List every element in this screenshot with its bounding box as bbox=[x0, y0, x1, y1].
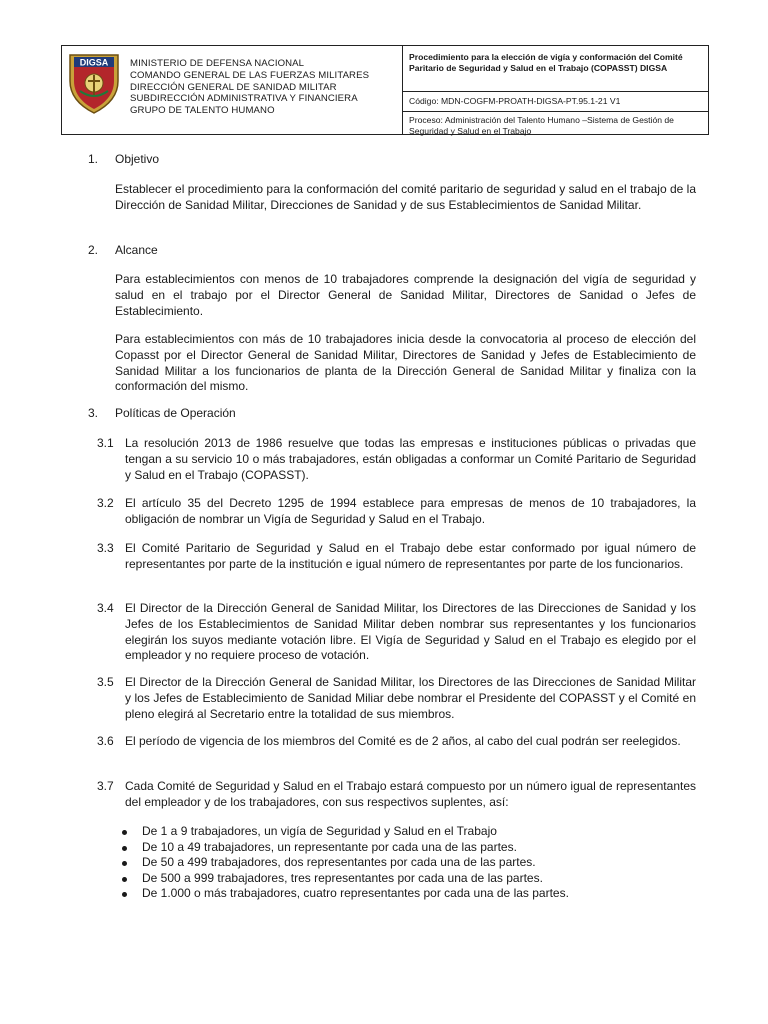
policy-text: El Director de la Dirección General de Sanidad Militar, los Directores de las Direcciones de Sanidad y los Jefes de los Establecimientos de Sanidad Militar deben nombrar sus representantes y los funcionarios elegirán los suyos mediante votación libre. El Vigía de Seguridad y Salud en el Trabajo es elegido por el empleador y no requiere proceso de votación. bbox=[125, 601, 696, 663]
policy-number: 3.5 bbox=[97, 675, 114, 689]
header-organization-cell bbox=[62, 46, 403, 134]
section-number: 3. bbox=[88, 406, 99, 420]
bullet-icon bbox=[122, 861, 127, 866]
list-item bbox=[120, 840, 680, 856]
policy-number: 3.3 bbox=[97, 541, 114, 555]
document-title: Procedimiento para la elección de vigía y conformación del Comité Paritario de Seguridad y Salud en el Trabajo (COPASST) DIGSA bbox=[403, 46, 708, 92]
policy-text: El período de vigencia de los miembros del Comité es de 2 años, al cabo del cual podrán ser reelegidos. bbox=[125, 734, 681, 748]
alcance-paragraph-1: Para establecimientos con menos de 10 trabajadores comprende la designación del vigía de seguridad y salud en el trabajo por el Director General de Sanidad Militar, Directores de Sanidad o Jefes de Establecimiento. bbox=[115, 272, 696, 318]
list-item-text: De 1.000 o más trabajadores, cuatro representantes por cada una de las partes. bbox=[142, 886, 569, 901]
composition-bullet-list bbox=[120, 824, 680, 902]
header-document-info bbox=[403, 46, 708, 134]
org-line-group: GRUPO DE TALENTO HUMANO bbox=[130, 105, 275, 117]
org-line-subdirection: SUBDIRECCIÓN ADMINISTRATIVA Y FINANCIERA bbox=[130, 93, 358, 105]
policy-number: 3.6 bbox=[97, 734, 114, 748]
bullet-icon bbox=[122, 892, 127, 897]
list-item bbox=[120, 855, 680, 871]
section-number: 1. bbox=[88, 152, 99, 166]
policy-text: El Comité Paritario de Seguridad y Salud en el Trabajo debe estar conformado por igual número de representantes por parte de la institución e igual número de representantes por parte de los funcionarios. bbox=[125, 541, 696, 571]
alcance-paragraph-2: Para establecimientos con más de 10 trabajadores inicia desde la convocatoria al proceso de elección del Copasst por el Director General de Sanidad Militar, Directores de Sanidad y Jefes de Establecimiento de Sanidad Militar a los funcionarios de planta de la Dirección General de Sanidad Militar y finaliza con la conformación del mismo. bbox=[115, 332, 696, 394]
policy-number: 3.2 bbox=[97, 496, 114, 510]
section-title: Políticas de Operación bbox=[115, 406, 236, 420]
bullet-icon bbox=[122, 846, 127, 851]
section-title: Alcance bbox=[115, 243, 158, 257]
svg-text:DIGSA: DIGSA bbox=[79, 57, 109, 68]
org-line-ministry: MINISTERIO DE DEFENSA NACIONAL bbox=[130, 58, 305, 69]
policy-text: Cada Comité de Seguridad y Salud en el Trabajo estará compuesto por un número igual de representantes del empleador y de los trabajadores, con sus respectivos suplentes, así: bbox=[125, 779, 696, 809]
policy-text: La resolución 2013 de 1986 resuelve que todas las empresas e instituciones públicas o privadas que tengan a su servicio 10 o más trabajadores, están obligadas a conformar un Comité Paritario de Seguridad y Salud en el Trabajo (COPASST). bbox=[125, 436, 696, 482]
policy-text: El Director de la Dirección General de Sanidad Militar, los Directores de las Direcciones de Sanidad Militar y los Jefes de Establecimiento de Sanidad Miliar debe nombrar el Presidente del COPASST y el Comité en pleno elegirá al Secretario entre la totalidad de sus miembros. bbox=[125, 675, 696, 721]
section-title: Objetivo bbox=[115, 152, 160, 166]
list-item-text: De 500 a 999 trabajadores, tres representantes por cada una de las partes. bbox=[142, 870, 543, 885]
policy-text: El artículo 35 del Decreto 1295 de 1994 establece para empresas de menos de 10 trabajadores, la obligación de nombrar un Vigía de Seguridad y Salud en el Trabajo. bbox=[125, 496, 696, 526]
document-header bbox=[61, 45, 709, 135]
organization-lines bbox=[130, 58, 369, 117]
org-line-command: COMANDO GENERAL DE LAS FUERZAS MILITARES bbox=[130, 69, 370, 81]
list-item bbox=[120, 871, 680, 887]
document-code: Código: MDN-COGFM-PROATH-DIGSA-PT.95.1-21 V1 bbox=[403, 92, 708, 112]
document-process: Proceso: Administración del Talento Humano –Sistema de Gestión de Seguridad y Salud en el Trabajo bbox=[409, 115, 674, 136]
section-number: 2. bbox=[88, 243, 99, 257]
digsa-shield-logo bbox=[66, 51, 122, 115]
policy-number: 3.7 bbox=[97, 779, 114, 793]
list-item bbox=[120, 824, 680, 840]
list-item-text: De 50 a 499 trabajadores, dos representantes por cada una de las partes. bbox=[142, 855, 536, 870]
bullet-icon bbox=[122, 877, 127, 882]
org-line-direction: DIRECCIÓN GENERAL DE SANIDAD MILITAR bbox=[130, 81, 337, 93]
policy-number: 3.4 bbox=[97, 601, 114, 615]
list-item-text: De 10 a 49 trabajadores, un representante por cada una de las partes. bbox=[142, 839, 517, 854]
policy-number: 3.1 bbox=[97, 436, 114, 450]
objetivo-paragraph: Establecer el procedimiento para la conformación del comité paritario de seguridad y salud en el trabajo de la Dirección de Sanidad Militar, Direcciones de Sanidad y de sus Establecimientos de Sanidad Militar. bbox=[115, 182, 696, 212]
list-item bbox=[120, 886, 680, 902]
list-item-text: De 1 a 9 trabajadores, un vigía de Seguridad y Salud en el Trabajo bbox=[142, 824, 497, 838]
bullet-icon bbox=[122, 830, 127, 835]
